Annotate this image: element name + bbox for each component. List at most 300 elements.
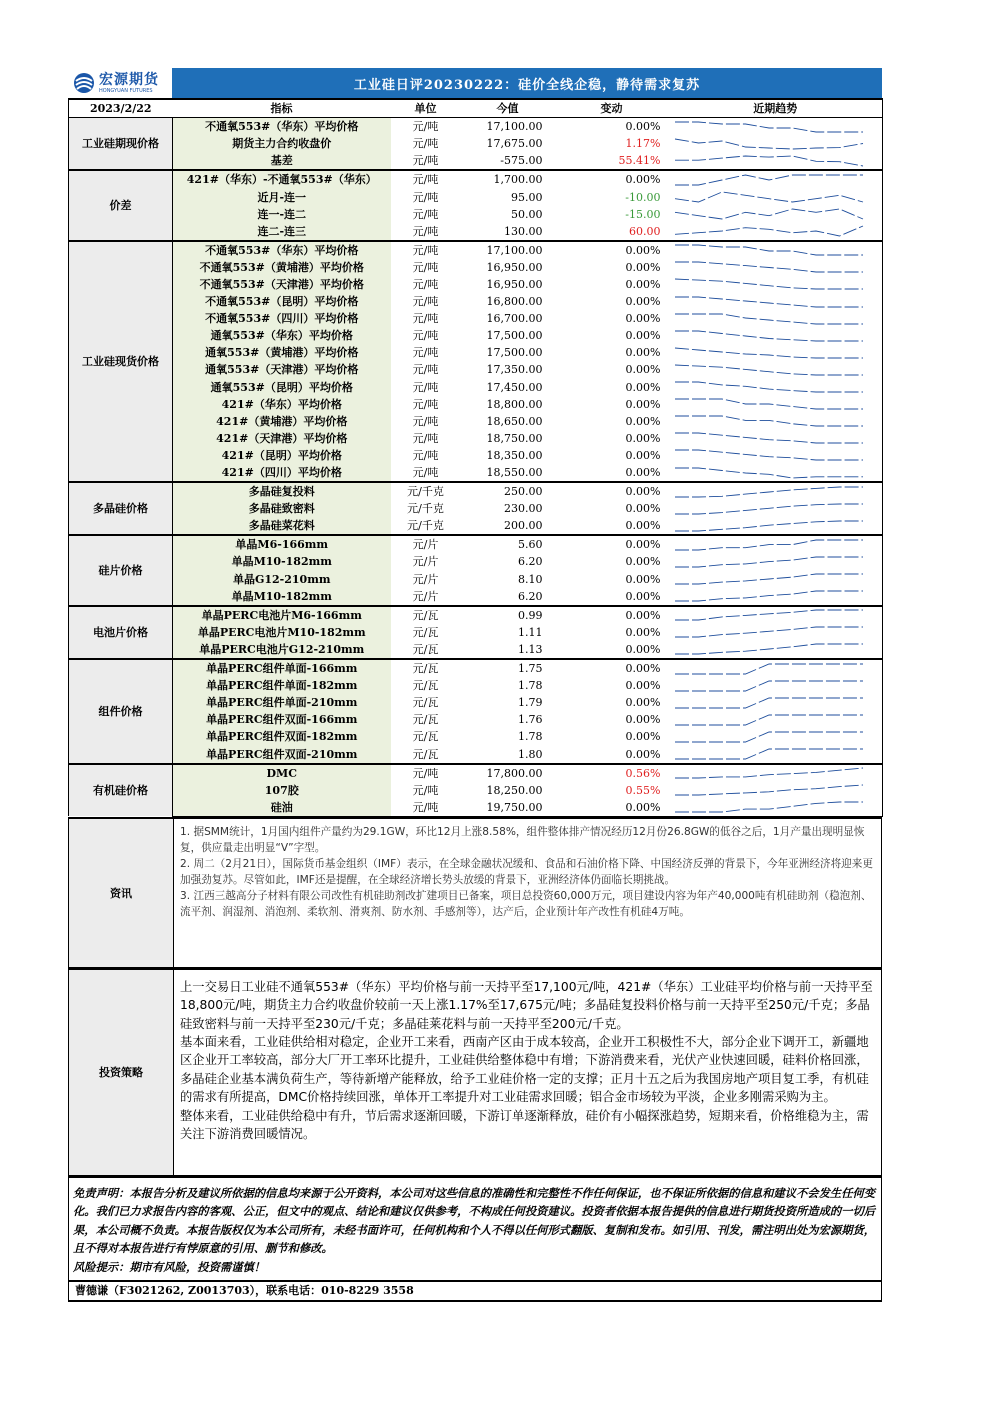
indicator-cell: 421#（四川）平均价格	[173, 464, 391, 482]
value-cell: 17,800.00	[461, 764, 555, 782]
change-cell: 0.00%	[625, 431, 661, 445]
trend-sparkline	[669, 413, 869, 429]
value-cell: 1.76	[518, 713, 543, 727]
indicator-cell: 421#（天津港）平均价格	[173, 430, 391, 447]
indicator-cell: 不通氧553#（黄埔港）平均价格	[173, 259, 391, 276]
value-cell: 1,700.00	[461, 170, 555, 188]
value-cell: 1.78	[518, 730, 543, 744]
value-cell: 200.00	[504, 519, 543, 533]
trend-sparkline	[669, 501, 869, 517]
indicator-cell: 单晶PERC电池片M6-166mm	[173, 606, 391, 624]
change-cell: 0.00%	[555, 799, 669, 817]
value-cell: 50.00	[511, 207, 543, 221]
value-cell: 16,700.00	[486, 312, 543, 326]
trend-line	[675, 732, 863, 742]
trend-sparkline	[669, 259, 869, 275]
category-cell: 电池片价格	[69, 606, 173, 659]
table-row	[69, 553, 883, 570]
trend-line	[675, 715, 863, 725]
disclaimer-text: 免责声明：本报告分析及建议所依据的信息均来源于公开资料，本公司对这些信息的准确性和完整性不作任何保证，也不保证所依据的信息和建议不会发生任何变化。我们已力求报告内容的客观、公正，但文中的观点、结论和建议仅供参考，不构成任何投资建议。投资者依据本报告提供的信息进行期货投资所造成的一切后果，本公司概不负责。本报告版权仅为本公司所有，未经书面许可，任何机构和个人不得以任何形式翻版、复制和发布。如引用、刊发，需注明出处为宏源期货，且不得对本报告进行有悖原意的引用、删节和修改。	[73, 1185, 876, 1256]
news-label: 资讯	[69, 819, 174, 967]
change-cell: -15.00	[625, 207, 661, 221]
trend-sparkline	[669, 624, 869, 640]
trend-sparkline	[669, 678, 869, 694]
table-row	[69, 728, 883, 745]
trend-sparkline	[669, 379, 869, 395]
analyst-contact: 曹德谦（F3021262, Z0013703），联系电话：010-8229 3558	[68, 1281, 882, 1302]
value-cell: 18,250.00	[486, 783, 543, 797]
change-cell: 0.00%	[555, 606, 669, 624]
category-cell: 多晶硅价格	[69, 482, 173, 535]
trend-cell	[669, 118, 883, 136]
trend-line	[675, 433, 863, 443]
trend-sparkline	[669, 746, 869, 762]
trend-sparkline	[669, 345, 869, 361]
report-title: 工业硅日评20230222：硅价全线企稳，静待需求复苏	[172, 68, 882, 98]
table-row	[69, 223, 883, 241]
trend-sparkline	[669, 765, 869, 781]
category-cell: 价差	[69, 170, 173, 240]
report-sheet	[68, 68, 882, 1302]
indicator-cell: 单晶PERC组件单面-182mm	[173, 677, 391, 694]
value-cell: 16,950.00	[486, 277, 543, 291]
value-cell: 1.79	[518, 696, 543, 710]
trend-line	[675, 348, 863, 358]
value-cell: 1.80	[518, 747, 543, 761]
unit-cell: 元/吨	[412, 448, 439, 462]
unit-cell: 元/片	[412, 555, 439, 569]
table-row	[69, 152, 883, 170]
news-text	[174, 819, 881, 967]
unit-cell: 元/吨	[412, 260, 439, 274]
indicator-cell: 不通氧553#（昆明）平均价格	[173, 293, 391, 310]
table-row	[69, 259, 883, 276]
trend-sparkline	[669, 571, 869, 587]
strategy-section	[68, 968, 882, 1176]
trend-sparkline	[669, 119, 869, 135]
change-cell: 0.00%	[625, 642, 661, 656]
unit-cell: 元/千克	[407, 519, 444, 533]
unit-cell: 元/吨	[412, 137, 439, 151]
trend-sparkline	[669, 518, 869, 534]
company-logo	[68, 68, 172, 98]
change-cell: 0.00%	[625, 466, 661, 480]
change-cell: 1.17%	[625, 137, 661, 151]
trend-cell	[669, 430, 883, 447]
change-cell: 55.41%	[618, 154, 661, 168]
indicator-cell: 单晶M10-182mm	[173, 553, 391, 570]
trend-cell	[669, 413, 883, 430]
strategy-paragraph: 上一交易日工业硅不通氧553#（华东）平均价格与前一天持平至17,100元/吨，421#（华东）工业硅平均价格与前一天持平至18,800元/吨，期货主力合约收盘价较前一天上涨1.17%至17,675元/吨；多晶硅复投料价格与前一天持平至250元/千克；多晶硅致密料与前一天持平至230元/千克；多晶硅莱花料与前一天持平至200元/千克。	[180, 979, 873, 1031]
unit-cell: 元/片	[391, 535, 461, 553]
trend-sparkline	[669, 136, 869, 152]
change-cell: 0.00%	[625, 679, 661, 693]
unit-cell: 元/瓦	[391, 659, 461, 677]
unit-cell: 元/吨	[412, 414, 439, 428]
trend-line	[675, 487, 863, 497]
table-row	[69, 677, 883, 694]
unit-cell: 元/吨	[412, 295, 439, 309]
table-row	[69, 535, 883, 553]
unit-cell: 元/吨	[391, 170, 461, 188]
value-cell: 1.78	[518, 679, 543, 693]
value-cell: 6.20	[518, 555, 543, 569]
table-row	[69, 641, 883, 659]
change-cell: 0.00%	[625, 713, 661, 727]
trend-sparkline	[669, 189, 869, 205]
unit-cell: 元/瓦	[412, 747, 439, 761]
category-cell: 有机硅价格	[69, 764, 173, 817]
indicator-cell: 单晶PERC组件单面-210mm	[173, 694, 391, 711]
indicator-cell: 107胶	[173, 782, 391, 799]
table-row	[69, 482, 883, 500]
table-row	[69, 327, 883, 344]
unit-cell: 元/吨	[412, 277, 439, 291]
trend-cell	[669, 659, 883, 677]
indicator-cell: 多晶硅复投料	[173, 482, 391, 500]
value-cell: 18,650.00	[486, 414, 543, 428]
trend-cell	[669, 728, 883, 745]
trend-cell	[669, 344, 883, 361]
trend-sparkline	[669, 153, 869, 169]
table-row	[69, 606, 883, 624]
trend-line	[675, 644, 863, 654]
unit-cell: 元/吨	[412, 346, 439, 360]
trend-line	[675, 279, 863, 289]
trend-cell	[669, 361, 883, 378]
trend-line	[675, 664, 863, 674]
trend-cell	[669, 588, 883, 606]
trend-sparkline	[669, 223, 869, 239]
table-row	[69, 170, 883, 188]
trend-sparkline	[669, 328, 869, 344]
unit-cell: 元/吨	[412, 312, 439, 326]
trend-line	[675, 226, 863, 236]
indicator-cell: 通氧553#（华东）平均价格	[173, 327, 391, 344]
trend-line	[675, 574, 863, 584]
trend-sparkline	[669, 537, 869, 553]
trend-line	[675, 557, 863, 567]
trend-cell	[669, 135, 883, 152]
trend-line	[675, 245, 863, 255]
value-cell: 17,675.00	[486, 137, 543, 151]
value-cell: 18,800.00	[486, 397, 543, 411]
change-cell: 0.00%	[625, 380, 661, 394]
table-row	[69, 344, 883, 361]
unit-cell: 元/吨	[412, 380, 439, 394]
value-cell: -575.00	[500, 154, 543, 168]
category-cell: 组件价格	[69, 659, 173, 764]
trend-line	[675, 382, 863, 392]
trend-cell	[669, 396, 883, 413]
unit-cell: 元/吨	[391, 799, 461, 817]
change-cell: 0.00%	[625, 589, 661, 603]
trend-cell	[669, 711, 883, 728]
trend-cell	[669, 464, 883, 482]
unit-cell: 元/吨	[391, 241, 461, 259]
trend-line	[675, 156, 863, 166]
trend-line	[675, 209, 863, 219]
table-row	[69, 447, 883, 464]
indicator-cell: 不通氧553#（华东）平均价格	[173, 118, 391, 136]
table-row	[69, 711, 883, 728]
trend-line	[675, 175, 863, 185]
table-row	[69, 396, 883, 413]
trend-cell	[669, 764, 883, 782]
trend-line	[675, 504, 863, 514]
strategy-paragraph: 整体来看，工业硅供给稳中有升，节后需求逐渐回暖，下游订单逐渐释放，硅价有小幅探涨趋势，短期来看，价格维稳为主，需关注下游消费回暖情况。	[180, 1108, 869, 1142]
trend-cell	[669, 694, 883, 711]
trend-cell	[669, 641, 883, 659]
table-row	[69, 293, 883, 310]
unit-cell: 元/吨	[412, 363, 439, 377]
trend-cell	[669, 482, 883, 500]
trend-sparkline	[669, 484, 869, 500]
trend-cell	[669, 447, 883, 464]
report-header	[68, 68, 882, 98]
trend-line	[675, 681, 863, 691]
trend-sparkline	[669, 430, 869, 446]
trend-sparkline	[669, 695, 869, 711]
logo-en: HONGYUAN FUTURES	[99, 87, 153, 94]
trend-line	[675, 297, 863, 307]
trend-sparkline	[669, 554, 869, 570]
table-row	[69, 764, 883, 782]
trend-line	[675, 802, 863, 812]
col-value: 今值	[461, 99, 555, 118]
trend-cell	[669, 799, 883, 817]
table-row	[69, 745, 883, 763]
trend-line	[675, 591, 863, 601]
change-cell: 0.00%	[625, 363, 661, 377]
table-row	[69, 782, 883, 799]
table-row	[69, 379, 883, 396]
trend-line	[675, 521, 863, 531]
table-row	[69, 310, 883, 327]
trend-sparkline	[669, 206, 869, 222]
value-cell: 1.11	[518, 625, 543, 639]
table-row	[69, 361, 883, 378]
indicator-cell: 421#（黄埔港）平均价格	[173, 413, 391, 430]
unit-cell: 元/瓦	[412, 625, 439, 639]
trend-cell	[669, 571, 883, 588]
indicator-cell: 单晶G12-210mm	[173, 571, 391, 588]
trend-cell	[669, 517, 883, 535]
table-row	[69, 571, 883, 588]
indicator-cell: 单晶PERC组件单面-166mm	[173, 659, 391, 677]
change-cell: 0.00%	[625, 519, 661, 533]
trend-line	[675, 768, 863, 778]
indicator-cell: 硅油	[173, 799, 391, 817]
unit-cell: 元/瓦	[412, 696, 439, 710]
trend-line	[675, 399, 863, 409]
indicator-cell: 单晶M6-166mm	[173, 535, 391, 553]
trend-sparkline	[669, 396, 869, 412]
indicator-cell: 不通氧553#（四川）平均价格	[173, 310, 391, 327]
table-row	[69, 188, 883, 205]
trend-line	[675, 450, 863, 460]
category-cell: 硅片价格	[69, 535, 173, 605]
unit-cell: 元/瓦	[412, 713, 439, 727]
trend-sparkline	[669, 362, 869, 378]
category-cell: 工业硅期现价格	[69, 118, 173, 171]
change-cell: 0.56%	[555, 764, 669, 782]
table-row	[69, 659, 883, 677]
indicator-cell: 单晶PERC组件双面-210mm	[173, 745, 391, 763]
change-cell: 0.00%	[625, 625, 661, 639]
value-cell: 17,450.00	[486, 380, 543, 394]
table-row	[69, 413, 883, 430]
news-item: 2. 周二（2月21日），国际货币基金组织（IMF）表示，在全球金融状况缓和、食品和石油价格下降、中国经济反弹的背景下，今年亚洲经济将迎来更加强劲复苏。尽管如此，IMF还是提醒，在全球经济增长势头放缓的背景下，亚洲经济体仍面临长期挑战。	[180, 857, 873, 886]
unit-cell: 元/瓦	[412, 730, 439, 744]
trend-sparkline	[669, 276, 869, 292]
indicator-cell: 不通氧553#（天津港）平均价格	[173, 276, 391, 293]
value-cell: 19,750.00	[461, 799, 555, 817]
change-cell: 0.00%	[625, 747, 661, 761]
value-cell: 17,500.00	[486, 346, 543, 360]
table-row	[69, 241, 883, 259]
unit-cell: 元/瓦	[391, 606, 461, 624]
trend-line	[675, 610, 863, 620]
trend-line	[675, 540, 863, 550]
change-cell: -10.00	[625, 190, 661, 204]
trend-cell	[669, 327, 883, 344]
value-cell: 1.13	[518, 642, 543, 656]
indicator-cell: 不通氧553#（华东）平均价格	[173, 241, 391, 259]
trend-cell	[669, 188, 883, 205]
trend-line	[675, 785, 863, 795]
strategy-text	[174, 970, 881, 1175]
trend-cell	[669, 293, 883, 310]
table-row	[69, 694, 883, 711]
indicator-cell: 通氧553#（黄埔港）平均价格	[173, 344, 391, 361]
indicator-cell: 多晶硅菜花料	[173, 517, 391, 535]
value-cell: 18,750.00	[486, 431, 543, 445]
trend-line	[675, 331, 863, 341]
trend-line	[675, 139, 863, 149]
value-cell: 5.60	[461, 535, 555, 553]
value-cell: 1.75	[461, 659, 555, 677]
indicator-cell: 单晶PERC组件双面-182mm	[173, 728, 391, 745]
change-cell: 0.00%	[555, 170, 669, 188]
trend-cell	[669, 241, 883, 259]
trend-cell	[669, 170, 883, 188]
trend-sparkline	[669, 782, 869, 798]
indicator-cell: 单晶PERC电池片G12-210mm	[173, 641, 391, 659]
trend-line	[675, 365, 863, 375]
trend-sparkline	[669, 712, 869, 728]
table-row	[69, 799, 883, 817]
trend-sparkline	[669, 661, 869, 677]
indicator-cell: 421#（昆明）平均价格	[173, 447, 391, 464]
trend-cell	[669, 782, 883, 799]
unit-cell: 元/吨	[412, 329, 439, 343]
value-cell: 18,550.00	[486, 466, 543, 480]
indicator-cell: DMC	[173, 764, 391, 782]
trend-sparkline	[669, 588, 869, 604]
change-cell: 0.55%	[625, 783, 661, 797]
change-cell: 0.00%	[625, 502, 661, 516]
trend-line	[675, 749, 863, 759]
indicator-cell: 单晶PERC电池片M10-182mm	[173, 624, 391, 641]
trend-sparkline	[669, 641, 869, 657]
trend-sparkline	[669, 799, 869, 815]
trend-sparkline	[669, 447, 869, 463]
unit-cell: 元/片	[412, 572, 439, 586]
value-cell: 130.00	[504, 224, 543, 238]
change-cell: 0.00%	[625, 696, 661, 710]
trend-cell	[669, 677, 883, 694]
trend-cell	[669, 379, 883, 396]
unit-cell: 元/吨	[412, 190, 439, 204]
indicator-cell: 多晶硅致密料	[173, 500, 391, 517]
strategy-paragraph: 基本面来看，工业硅供给相对稳定，企业开工来看，西南产区由于成本较高，企业开工积极性不大，部分企业下调开工，新疆地区企业开工率较高，部分大厂开工率环比提升，工业硅供给整体稳中有增；下游消费来看，光伏产业快速回暖，硅料价格回涨，多晶硅企业基本满负荷生产，等待新增产能释放，给予工业硅价格一定的支撑；正月十五之后为我国房地产项目复工季，有机硅的需求有所提高，DMC价格持续回涨，单体开工率提升对工业硅需求回暖；铝合金市场较为平淡，企业多刚需采购为主。	[180, 1035, 869, 1105]
value-cell: 8.10	[518, 572, 543, 586]
table-row	[69, 276, 883, 293]
value-cell: 0.99	[461, 606, 555, 624]
trend-sparkline	[669, 311, 869, 327]
trend-line	[675, 314, 863, 324]
strategy-label: 投资策略	[69, 970, 174, 1175]
news-item: 3. 江西三越高分子材料有限公司改性有机硅助剂改扩建项目已备案，项目总投资60,000万元，项目建设内容为年产40,000吨有机硅助剂（稳泡剂、流平剂、润湿剂、消泡剂、柔软剂、滑爽剂、防水剂、手感剂等），达产后，企业预计年产改性有机硅4万吨。	[180, 889, 872, 918]
value-cell: 16,800.00	[486, 295, 543, 309]
trend-cell	[669, 310, 883, 327]
indicator-cell: 通氧553#（天津港）平均价格	[173, 361, 391, 378]
trend-sparkline	[669, 607, 869, 623]
value-cell: 17,100.00	[486, 120, 543, 134]
trend-line	[675, 262, 863, 272]
trend-sparkline	[669, 729, 869, 745]
trend-cell	[669, 152, 883, 170]
change-cell: 0.00%	[625, 572, 661, 586]
unit-cell: 元/吨	[412, 431, 439, 445]
change-cell: 0.00%	[625, 397, 661, 411]
disclaimer	[68, 1176, 882, 1282]
unit-cell: 元/吨	[412, 397, 439, 411]
change-cell: 0.00%	[625, 260, 661, 274]
value-cell: 230.00	[504, 502, 543, 516]
indicator-cell: 单晶PERC组件双面-166mm	[173, 711, 391, 728]
change-cell: 0.00%	[625, 312, 661, 326]
change-cell: 0.00%	[625, 414, 661, 428]
trend-line	[675, 627, 863, 637]
trend-line	[675, 468, 863, 478]
table-row	[69, 624, 883, 641]
category-cell: 工业硅现货价格	[69, 241, 173, 482]
trend-cell	[669, 606, 883, 624]
value-cell: 16,950.00	[486, 260, 543, 274]
trend-cell	[669, 206, 883, 223]
indicator-cell: 通氧553#（昆明）平均价格	[173, 379, 391, 396]
indicator-cell: 421#（华东）平均价格	[173, 396, 391, 413]
change-cell: 0.00%	[625, 277, 661, 291]
value-cell: 17,500.00	[486, 329, 543, 343]
value-cell: 17,100.00	[461, 241, 555, 259]
col-change: 变动	[555, 99, 669, 118]
price-table	[68, 98, 883, 817]
trend-cell	[669, 535, 883, 553]
change-cell: 0.00%	[555, 482, 669, 500]
value-cell: 18,350.00	[486, 448, 543, 462]
col-indicator: 指标	[173, 99, 391, 118]
table-row	[69, 430, 883, 447]
table-row	[69, 118, 883, 136]
unit-cell: 元/吨	[412, 783, 439, 797]
value-cell: 17,350.00	[486, 363, 543, 377]
col-unit: 单位	[391, 99, 461, 118]
unit-cell: 元/瓦	[412, 642, 439, 656]
unit-cell: 元/吨	[412, 466, 439, 480]
